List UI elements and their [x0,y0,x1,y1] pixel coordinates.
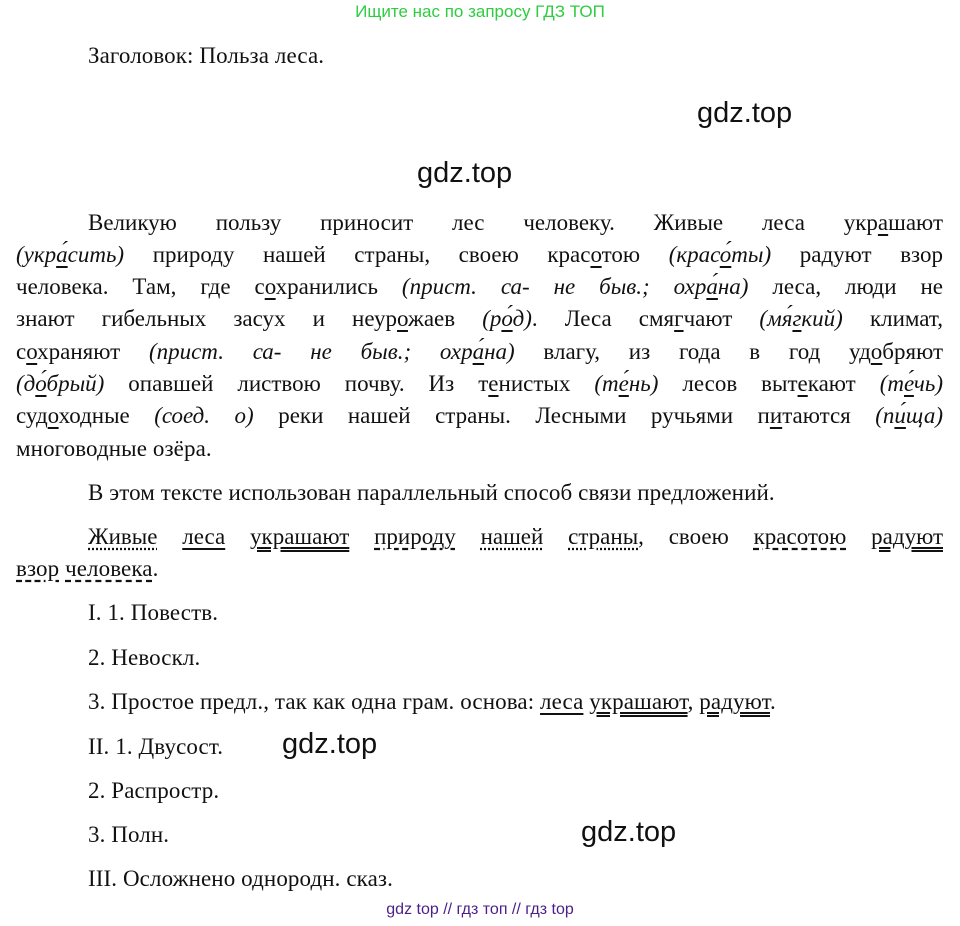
analysis-item: II. 1. Двусост. [88,734,224,759]
analysis-item: 2. Распростр. [88,778,220,803]
top-banner[interactable]: Ищите нас по запросу ГДЗ ТОП [355,2,605,21]
paragraph-line: (до́брый) опавшей листвою почву. Из тенистых (те́нь) лесов вытекают (те́чь) [16,371,943,396]
bottom-banner[interactable]: gdz top // гдз топ // гдз top [386,901,574,918]
subject-word: леса [540,689,584,714]
paragraph-line: судоходные (соед. о) реки нашей страны. Лесными ручьями питаются (пи́ща) [16,403,943,428]
paragraph-line: сохраняют (прист. са- не быв.; охра́на) влагу, из года в год удобряют [16,339,944,364]
analysis-item: 3. Простое предл., так как одна грам. основа: леса украшают, радуют. [88,689,776,714]
paragraph-line: знают гибельных засух и неурожаев (ро́д). Леса смягчают (мя́гкий) климат, [16,306,943,331]
parsed-sentence-line: Живые леса украшают природу нашей страны, своею красотою радуют [88,524,943,549]
predicate-word: радуют [699,689,770,714]
analysis-item: 3. Полн. [88,822,170,847]
analysis-item: I. 1. Повеств. [88,600,219,625]
watermark: gdz.top [581,816,677,848]
attribute-word: страны [568,524,639,549]
predicate-word: радуют [871,524,943,549]
title-line: Заголовок: Польза леса. [88,43,325,68]
watermark: gdz.top [282,728,378,760]
subject-word: леса [182,524,226,549]
attribute-word: нашей [480,524,544,549]
predicate-word: украшают [589,689,688,714]
paragraph-line: человека. Там, где сохранились (прист. са- не быв.; охра́на) леса, люди не [16,274,944,299]
object-word: взор [16,556,60,581]
parsed-sentence-line: взор человека. [16,556,159,581]
watermark: gdz.top [697,97,793,129]
paragraph-line: (укра́сить) природу нашей страны, своею красотою (красо́ты) радуют взор [16,242,944,267]
object-word: красотою [753,524,847,549]
paragraph-line: Великую пользу приносит лес человеку. Живые леса украшают [88,210,943,235]
attribute-word: Живые [88,524,158,549]
watermark: gdz.top [417,157,513,189]
object-word: природу [374,524,456,549]
analysis-item: III. Осложнено однородн. сказ. [88,866,393,891]
paragraph-line: многоводные озёра. [16,436,212,461]
object-word: человека [65,556,153,581]
link-sentence: В этом тексте использован параллельный способ связи предложений. [88,480,775,505]
analysis-item: 2. Невоскл. [88,645,201,670]
predicate-word: украшают [250,524,350,549]
